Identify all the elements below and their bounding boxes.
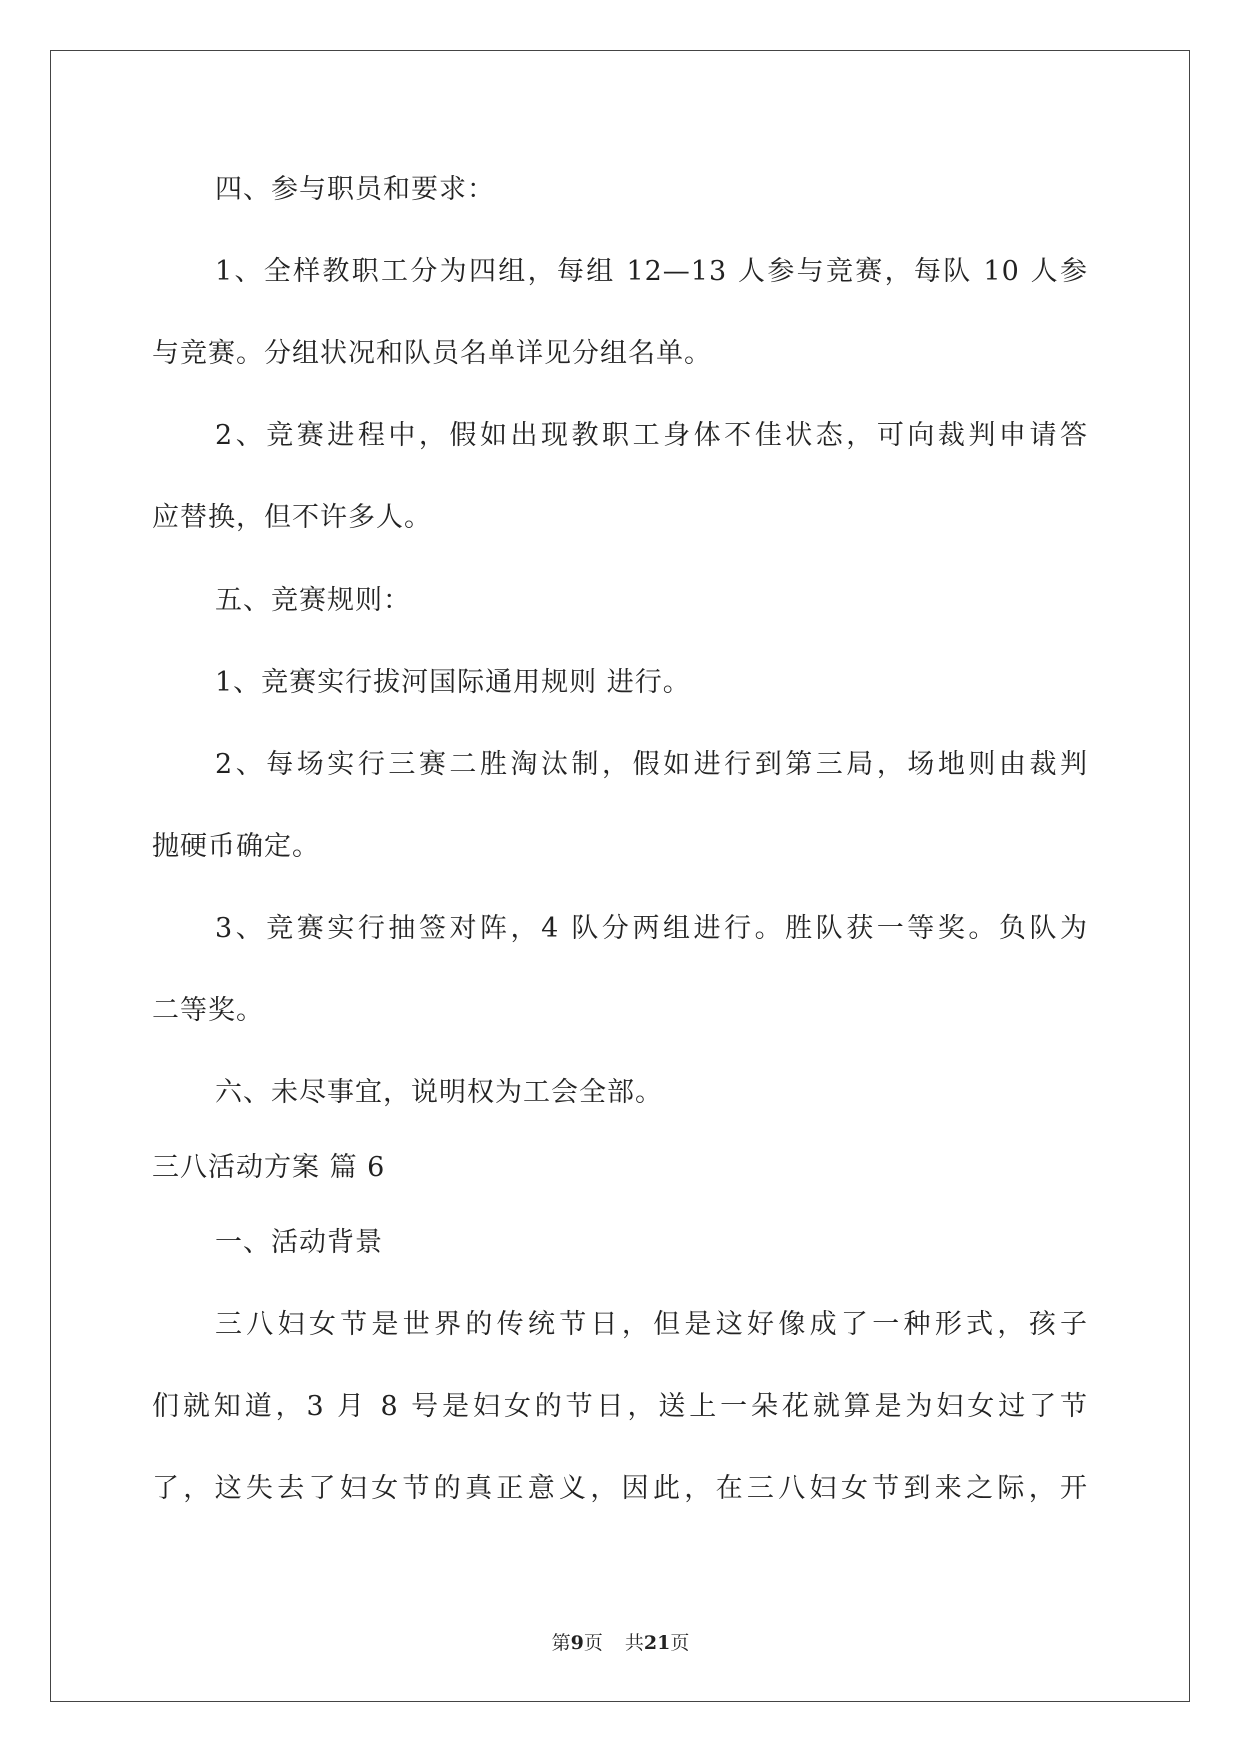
paragraph-line: 二等奖。 [152,995,264,1026]
section-heading-rules: 五、竞赛规则： [215,585,411,616]
footer-total-prefix: 共 [624,1632,644,1654]
page-footer [0,1631,1241,1655]
paragraph-line: 2、竞赛进程中，假如出现教职工身体不佳状态，可向裁判申请答 [215,420,1088,451]
paragraph-line: 抛硬币确定。 [152,831,320,862]
section-heading-participants: 四、参与职员和要求： [215,174,495,205]
paragraph-line: 2、每场实行三赛二胜淘汰制，假如进行到第三局，场地则由裁判 [215,749,1088,780]
footer-page-prefix: 第 [551,1632,571,1654]
page-border [50,50,1190,1702]
article-title: 三八活动方案 篇 6 [152,1152,386,1183]
paragraph-line: 与竞赛。分组状况和队员名单详见分组名单。 [152,338,712,369]
footer-page-number: 9 [570,1632,584,1654]
footer-total-suffix: 页 [670,1632,690,1654]
paragraph-line: 们就知道，3 月 8 号是妇女的节日，送上一朵花就算是为妇女过了节 [152,1391,1088,1422]
paragraph-line: 应替换，但不许多人。 [152,502,432,533]
section-heading-misc: 六、未尽事宜，说明权为工会全部。 [215,1077,663,1108]
paragraph-line: 1、竞赛实行拔河国际通用规则 进行。 [215,667,691,698]
paragraph-line: 三八妇女节是世界的传统节日，但是这好像成了一种形式，孩子 [215,1309,1088,1340]
paragraph-line: 1、全样教职工分为四组，每组 12—13 人参与竞赛，每队 10 人参 [215,256,1088,287]
footer-total-pages: 21 [643,1632,671,1654]
paragraph-line: 了，这失去了妇女节的真正意义，因此，在三八妇女节到来之际，开 [152,1473,1088,1504]
paragraph-line: 3、竞赛实行抽签对阵，4 队分两组进行。胜队获一等奖。负队为 [215,913,1088,944]
section-heading-background: 一、活动背景 [215,1227,383,1258]
footer-page-suffix: 页 [583,1632,603,1654]
